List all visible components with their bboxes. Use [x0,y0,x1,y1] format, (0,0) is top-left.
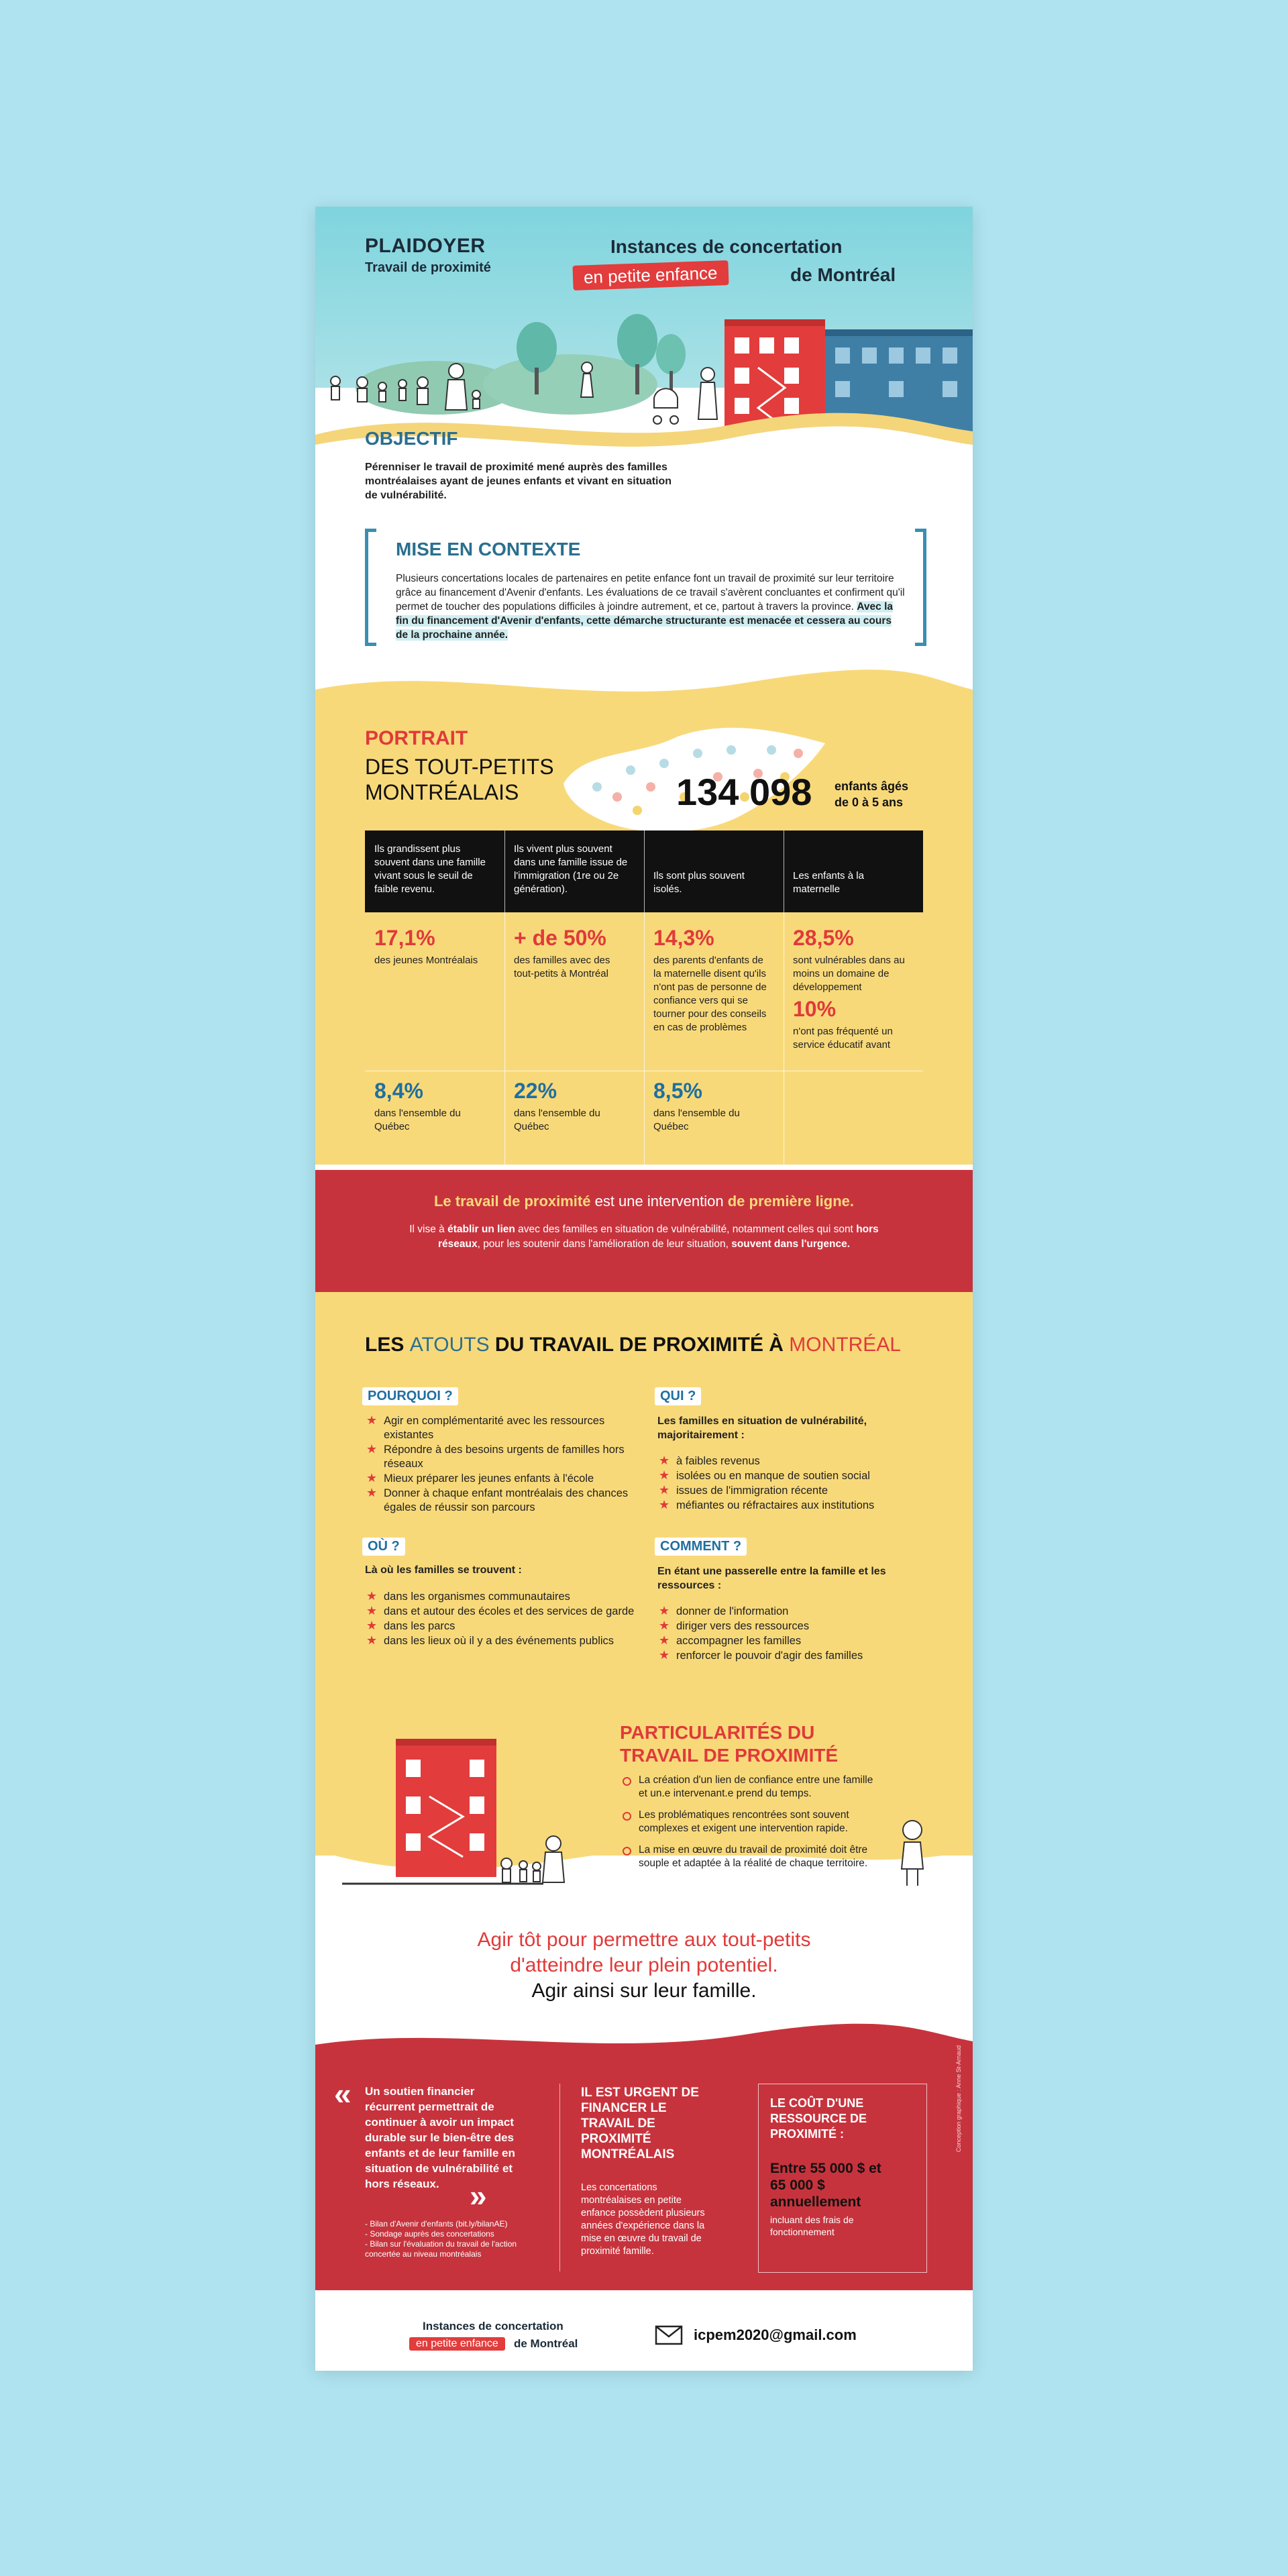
comment-tag-label: COMMENT ? [655,1538,747,1556]
contexte-title: MISE EN CONTEXTE [396,539,581,559]
banner-b3: souvent dans l'urgence. [731,1238,851,1250]
star-icon: ★ [659,1648,670,1662]
portrait-title-line2: MONTRÉALAIS [365,780,519,804]
col2-value: + de 50% [514,926,606,950]
footer-logo-line1: Instances de concertation [423,2320,564,2332]
yellow-wave-top [315,663,973,716]
slogan-line2: d'atteindre leur plein potentiel. [510,1954,778,1976]
family-icon [501,1836,564,1882]
cost-note: incluant des frais de fonctionnement [770,2214,854,2237]
col1-value: 17,1% [374,926,435,950]
comment-tag [655,1538,747,1556]
pourquoi-tag [362,1387,458,1405]
list-item [657,1454,926,1468]
col1-desc: des jeunes Montréalais [374,955,478,966]
stroller-icon [653,388,678,424]
contexte-text: Plusieurs concertations locales de partenaires en petite enfance font un travail de proximité sur leur territoire grâce au financement d'Avenir d'enfants. Les évaluations de ce travail s'avèrent concluantes et confirment qu'il permet de toucher des populations difficiles à joindre autrement, et ce, partout à travers la province. [396,573,905,612]
atouts-title [365,1334,901,1356]
ou-intro: Là où les familles se trouvent : [365,1564,522,1576]
list-item-text: renforcer le pouvoir d'agir des familles [676,1650,863,1662]
col3-quebec-value: 8,5% [653,1079,702,1103]
quote-open-icon: « [334,2076,352,2111]
list-item [657,1649,926,1663]
pourquoi-tag-label: POURQUOI ? [362,1387,458,1405]
col-divider [504,830,505,1166]
atouts-t1: LES [365,1334,410,1356]
list-item: La création d'un lien de confiance entre une famille et un.e intervenant.e prend du temps. [620,1774,881,1801]
list-item [657,1499,926,1513]
footer-logo-line2: de Montréal [514,2337,578,2350]
col4-desc-b: n'ont pas fréquenté un service éducatif avant [793,1026,893,1051]
footer-logo-pill: en petite enfance [409,2337,505,2351]
list-item [657,1619,926,1633]
walking-person-icon [581,362,593,397]
list-item [365,1414,633,1442]
list-item-text: accompagner les familles [676,1635,802,1647]
ou-list [365,1590,647,1649]
list-item-text: Répondre à des besoins urgents de familles hors réseaux [384,1444,625,1470]
list-item [365,1605,647,1619]
list-item [365,1590,647,1604]
star-icon: ★ [366,1471,378,1485]
col3-value: 14,3% [653,926,714,950]
star-icon: ★ [659,1619,670,1632]
banner-hl2: de première ligne. [727,1193,855,1210]
star-icon: ★ [366,1442,378,1456]
child-icon [892,1817,932,1890]
col1-quebec-desc: dans l'ensemble du Québec [374,1108,461,1132]
col3-head: Ils sont plus souvent isolés. [653,870,745,895]
star-icon: ★ [366,1604,378,1617]
list-item [365,1619,647,1633]
list-item [657,1605,926,1619]
objectif-title: OBJECTIF [365,428,458,449]
qui-tag [655,1387,701,1405]
building-family-illustration [335,1723,577,1917]
star-icon: ★ [659,1454,670,1467]
portrait-title-red: PORTRAIT [365,727,468,749]
urgent-title: IL EST URGENT DE FINANCER LE TRAVAIL DE PROXIMITÉ MONTRÉALAIS [581,2086,699,2161]
design-credit: Conception graphique : Anne St-Arnaud [955,2045,962,2152]
col2-desc: des familles avec des tout-petits à Montréal [514,955,610,979]
list-item-text: dans les parcs [384,1620,455,1632]
quote-text: Un soutien financier récurrent permettrait de continuer à avoir un impact durable sur le bien-être des enfants et de leur famille en situation de vulnérabilité et hors réseaux. [365,2085,515,2190]
list-item [657,1469,926,1483]
list-item [365,1472,633,1486]
count-label-line2: de 0 à 5 ans [835,796,904,809]
portrait-title-black [365,754,554,805]
header [315,207,973,388]
col2-quebec-value: 22% [514,1079,557,1103]
urgent-text: Les concertations montréalaises en petite enfance possèdent plusieurs années d'expérience dans la mise en œuvre du travail de proximité famille. [581,2182,705,2257]
quote-close-icon: » [470,2178,487,2213]
banner-p1: Il vise à [409,1224,448,1235]
list-item-text: dans et autour des écoles et des services de garde [384,1605,635,1617]
star-icon: ★ [366,1413,378,1427]
list-item-text: issues de l'immigration récente [676,1485,828,1497]
header-subtitle: Travail de proximité [365,260,491,275]
banner-b1: établir un lien [447,1224,515,1235]
list-item [365,1487,633,1515]
bracket-left [365,529,376,646]
comment-list [657,1605,926,1664]
contexte-highlight: Avec la fin du financement d'Avenir d'enfants, cette démarche structurante est menacée et cessera au cours de la prochaine année. [396,601,893,641]
list-item [657,1484,926,1498]
star-icon: ★ [659,1633,670,1647]
star-icon: ★ [659,1483,670,1497]
slogan-line3: Agir ainsi sur leur famille. [531,1980,757,2002]
col4-head: Les enfants à la maternelle [793,870,864,895]
plaidoyer-label: PLAIDOYER [365,235,486,257]
list-item-text: donner de l'information [676,1605,789,1617]
banner-p3: , pour les soutenir dans l'amélioration de leur situation, [477,1238,732,1250]
star-icon: ★ [659,1498,670,1511]
star-icon: ★ [366,1486,378,1499]
bracket-right [915,529,926,646]
header-title-pill: en petite enfance [572,260,729,290]
qui-tag-label: QUI ? [655,1387,701,1405]
list-item-text: Donner à chaque enfant montréalais des chances égales de réussir son parcours [384,1487,629,1513]
list-item-text: Agir en complémentarité avec les ressources existantes [384,1415,605,1441]
particularites-title [620,1721,838,1767]
header-title-line1: Instances de concertation [610,236,843,257]
list-item-text: dans les organismes communautaires [384,1591,570,1603]
list-item-text: dans les lieux où il y a des événements publics [384,1635,614,1647]
star-icon: ★ [366,1589,378,1603]
atouts-t2: ATOUTS [409,1334,490,1356]
qui-list [657,1454,926,1513]
col4-value-b: 10% [793,997,837,1021]
source-item: - Bilan d'Avenir d'enfants (bit.ly/bilanAE) [365,2219,508,2229]
list-item-text: isolées ou en manque de soutien social [676,1470,870,1482]
list-item: Les problématiques rencontrées sont souvent complexes et exigent une intervention rapide. [620,1809,881,1835]
footer-divider [559,2084,560,2271]
objectif-text: Pérenniser le travail de proximité mené auprès des familles montréalaises ayant de jeunes enfants et vivant en situation de vulnérabilité. [365,462,672,501]
col1-quebec-value: 8,4% [374,1079,423,1103]
ou-tag-label: OÙ ? [362,1538,405,1556]
list-item [365,1443,633,1471]
qui-intro: Les familles en situation de vulnérabilité, majoritairement : [657,1415,867,1441]
particularites-list [620,1774,881,1878]
crimson-wave-top [315,2018,973,2072]
list-item [365,1634,647,1648]
footer-email[interactable]: icpem2020@gmail.com [694,2326,857,2343]
email-icon [655,2325,683,2345]
portrait-count: 134 098 [676,771,812,813]
comment-intro: En étant une passerelle entre la famille et les ressources : [657,1566,886,1591]
parent-icon [698,368,717,419]
col4-desc: sont vulnérables dans au moins un domaine de développement [793,955,905,993]
portrait-count-label [835,778,908,810]
banner-text [389,1222,899,1252]
col2-head: Ils vivent plus souvent dans une famille issue de l'immigration (1re ou 2e génération). [514,843,628,895]
col3-desc: des parents d'enfants de la maternelle disent qu'ils n'ont pas de personne de confiance vers qui se tourner pour des conseils en cas de problèmes [653,955,767,1033]
banner-b2: hors réseaux [437,1224,879,1250]
banner-mid: est une intervention [590,1193,728,1210]
source-item: - Bilan sur l'évaluation du travail de l'action concertée au niveau montréalais [365,2239,517,2259]
ou-tag [362,1538,405,1556]
col2-quebec-desc: dans l'ensemble du Québec [514,1108,600,1132]
particularites-title-line2: TRAVAIL DE PROXIMITÉ [620,1745,839,1766]
cost-title: LE COÛT D'UNE RESSOURCE DE PROXIMITÉ : [770,2096,867,2141]
banner-headline [315,1193,973,1210]
portrait-title-line1: DES TOUT-PETITS [365,755,554,779]
col1-head: Ils grandissent plus souvent dans une famille vivant sous le seuil de faible revenu. [374,843,486,895]
list-item: La mise en œuvre du travail de proximité doit être souple et adaptée à la réalité de chaque territoire. [620,1843,881,1870]
source-item: - Sondage auprès des concertations [365,2229,494,2239]
atouts-t3: DU TRAVAIL DE PROXIMITÉ À [489,1334,790,1356]
star-icon: ★ [366,1619,378,1632]
header-title-line2: de Montréal [790,264,896,285]
quote-sources [365,2219,539,2259]
pourquoi-list [365,1414,633,1515]
list-item-text: diriger vers des ressources [676,1620,810,1632]
atouts-t4: MONTRÉAL [789,1334,901,1356]
list-item [657,1634,926,1648]
star-icon: ★ [659,1604,670,1617]
poster [315,207,973,2371]
cost-value: Entre 55 000 $ et 65 000 $ annuellement [770,2161,881,2210]
banner-p2: avec des familles en situation de vulnérabilité, notamment celles qui sont [515,1224,857,1235]
particularites-title-line1: PARTICULARITÉS DU [620,1722,815,1743]
contexte-body [396,572,906,642]
col3-quebec-desc: dans l'ensemble du Québec [653,1108,740,1132]
star-icon: ★ [659,1468,670,1482]
col4-value: 28,5% [793,926,854,950]
list-item-text: à faibles revenus [676,1455,760,1467]
banner-hl1: Le travail de proximité [433,1193,591,1210]
slogan-line1: Agir tôt pour permettre aux tout-petits [477,1929,811,1951]
list-item-text: méfiantes ou réfractaires aux institutions [676,1499,875,1511]
tree-icon [656,334,686,394]
list-item-text: Mieux préparer les jeunes enfants à l'école [384,1472,594,1485]
count-label-line1: enfants âgés [835,780,909,793]
slogan [315,1927,973,2004]
col-divider [644,830,645,1166]
star-icon: ★ [366,1633,378,1647]
